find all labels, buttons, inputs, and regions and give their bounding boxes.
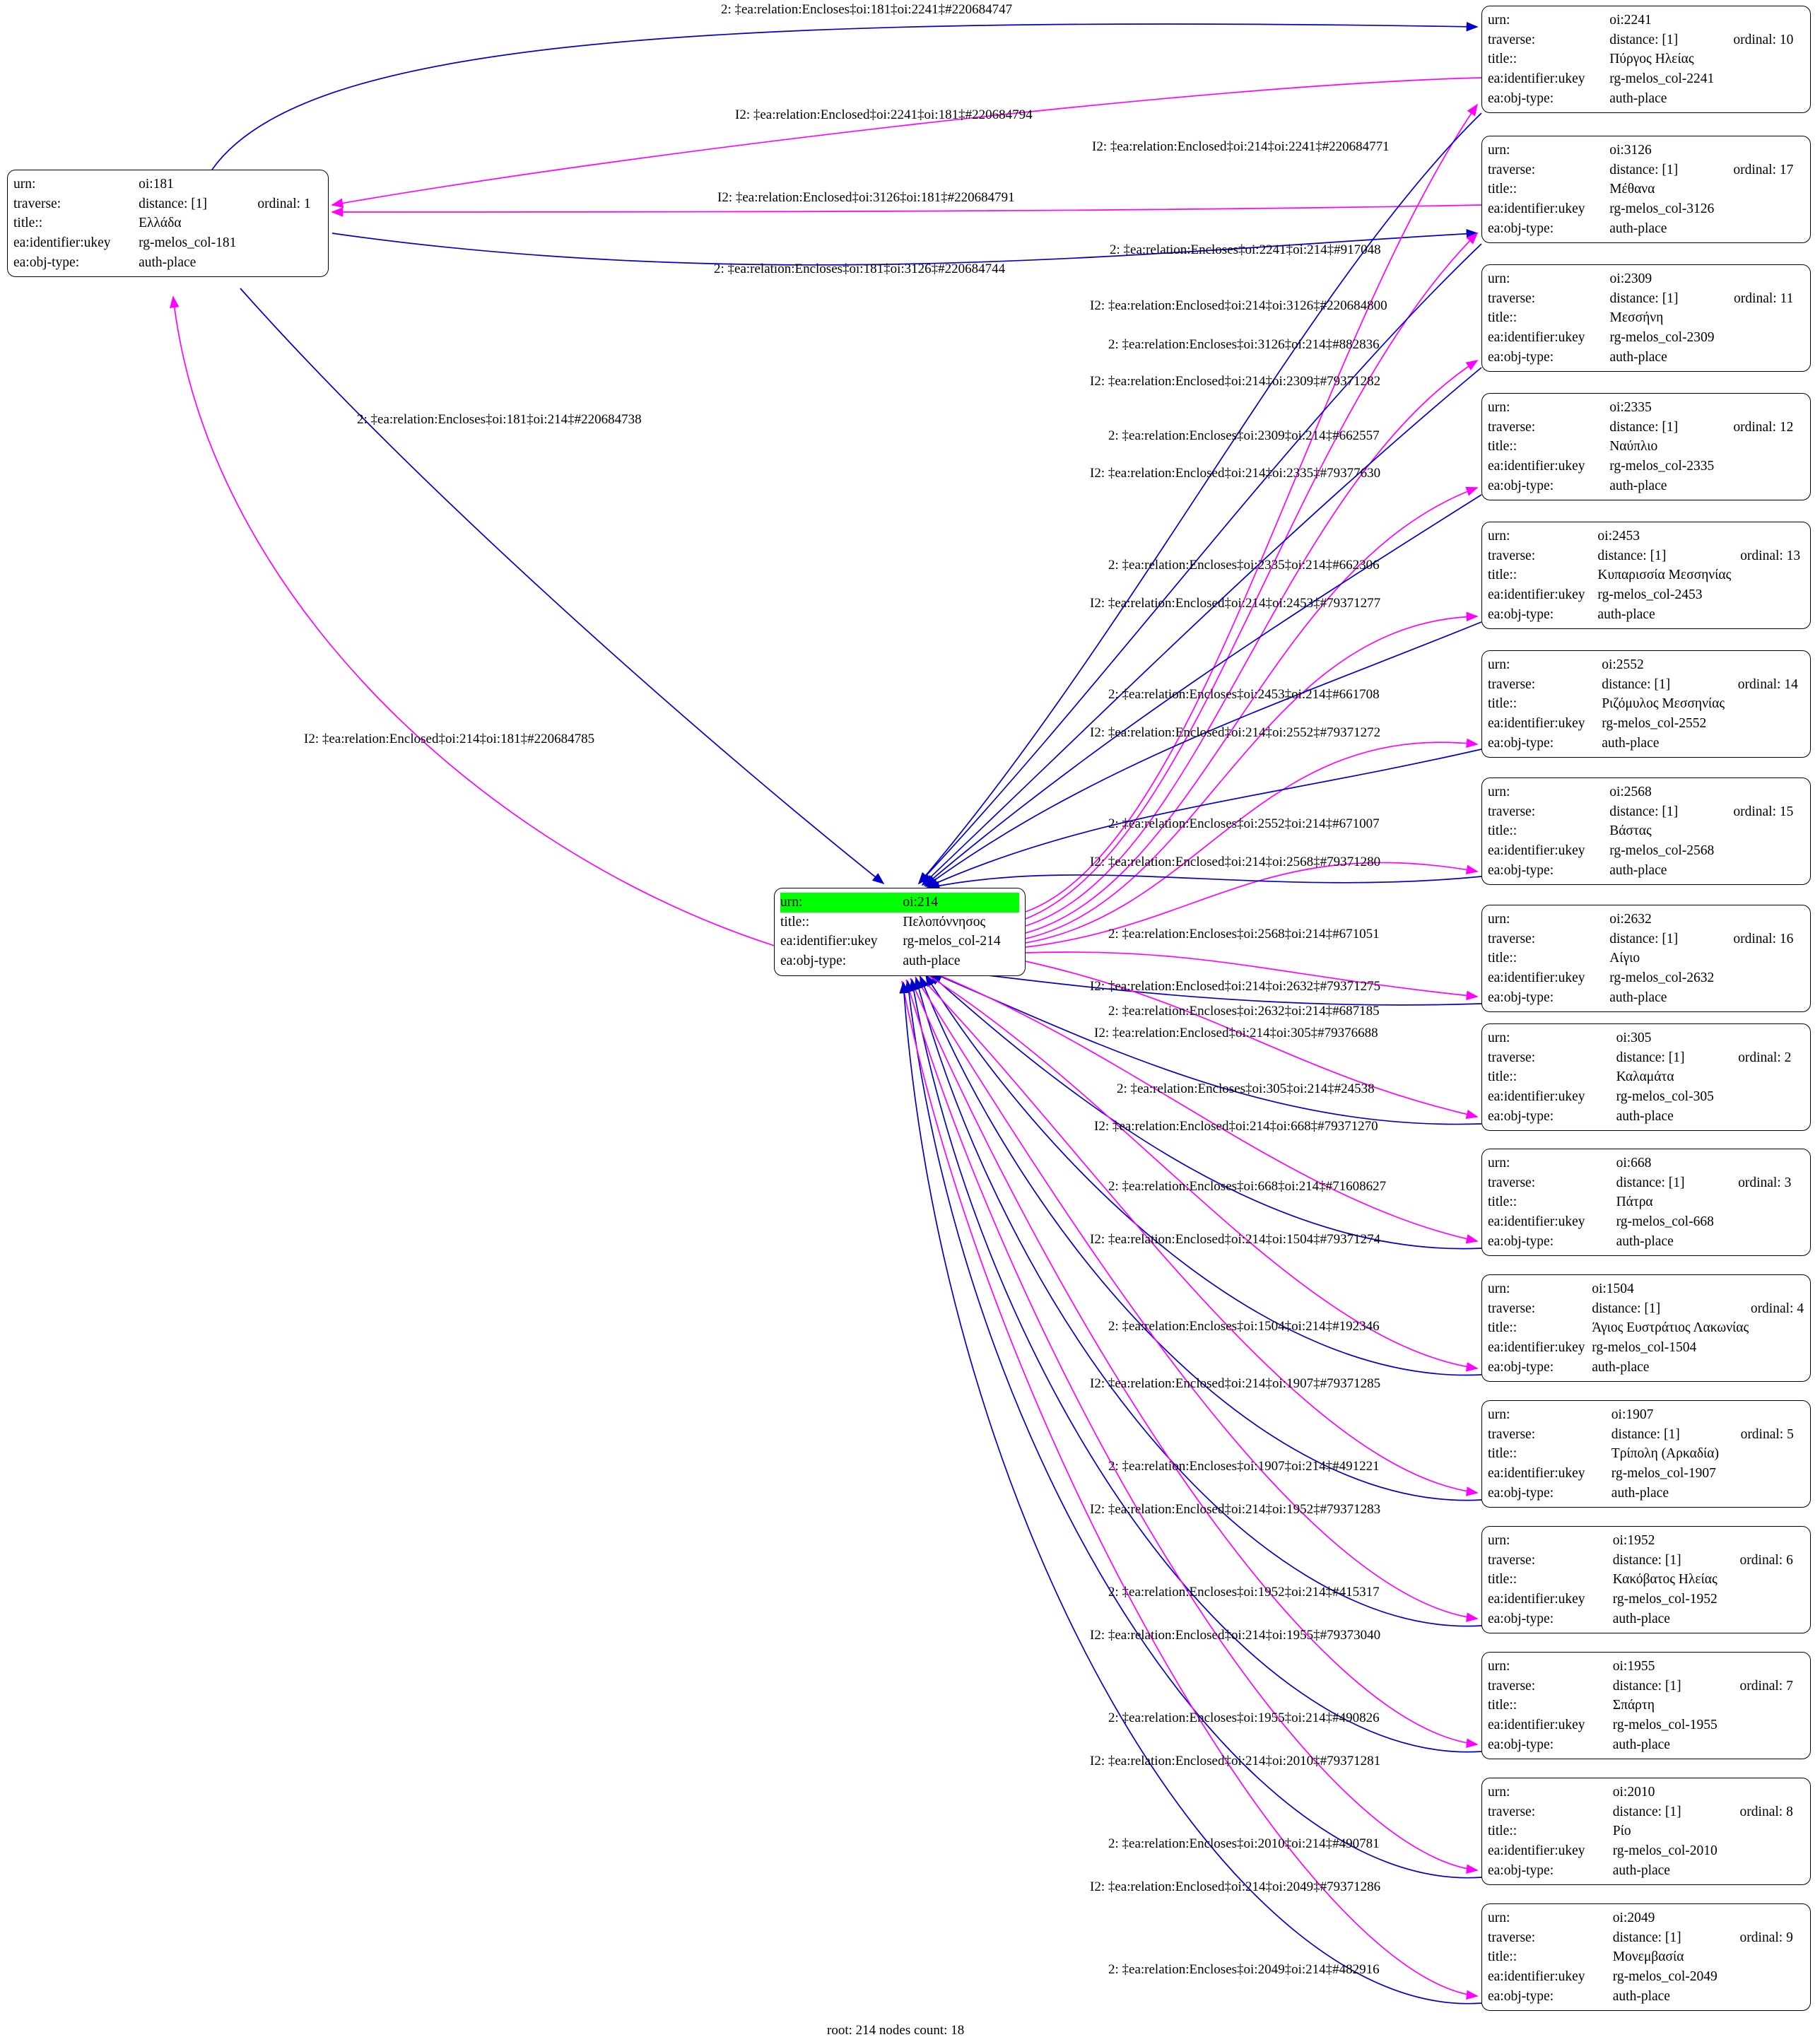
- node-field-label-identifier: ea:identifier:ukey: [1488, 1214, 1585, 1230]
- edge-label: 2: ‡ea:relation:Encloses‡oi:1952‡oi:214‡#415317: [1108, 1585, 1380, 1600]
- node-objtype: auth-place: [1609, 990, 1667, 1005]
- edge-label: I2: ‡ea:relation:Enclosed‡oi:214‡oi:181‡#220684785: [304, 732, 595, 746]
- edge-label: I2: ‡ea:relation:Enclosed‡oi:214‡oi:2453‡#79371277: [1090, 596, 1381, 611]
- node-field-label-identifier: ea:identifier:ukey: [1488, 459, 1585, 474]
- node-traverse: distance: [1]: [1612, 1552, 1681, 1568]
- node-field-label-traverse: traverse:: [1488, 1301, 1536, 1316]
- node-title: Κακόβατος Ηλείας: [1612, 1572, 1718, 1588]
- node-urn: oi:2309: [1609, 271, 1652, 286]
- node-title: Ριζόμυλος Μεσσηνίας: [1602, 696, 1725, 712]
- node-field-label-objtype: ea:obj-type:: [780, 953, 847, 969]
- node-field-label-title: title::: [1488, 568, 1517, 583]
- node-urn: oi:3126: [1609, 143, 1652, 158]
- edge-label: I2: ‡ea:relation:Enclosed‡oi:214‡oi:1955‡#79373040: [1090, 1628, 1381, 1643]
- node-field-label-identifier: ea:identifier:ukey: [780, 934, 878, 949]
- node-field-label-title: title::: [1488, 951, 1517, 966]
- node-traverse: distance: [1]: [1611, 1426, 1680, 1442]
- node-objtype: auth-place: [1609, 349, 1667, 365]
- node-ordinal: ordinal: 10: [1733, 32, 1794, 47]
- edge-label: I2: ‡ea:relation:Enclosed‡oi:214‡oi:1907‡#79371285: [1090, 1376, 1381, 1391]
- node-ordinal: ordinal: 7: [1739, 1678, 1793, 1694]
- node-title: Άγιος Ευστράτιος Λακωνίας: [1592, 1320, 1749, 1336]
- node-field-label-traverse: traverse:: [1488, 162, 1536, 177]
- node-urn: oi:2010: [1612, 1785, 1655, 1800]
- node-field-label-objtype: ea:obj-type:: [1488, 862, 1554, 878]
- node-title: Κυπαρισσία Μεσσηνίας: [1597, 568, 1732, 583]
- node-field-label-objtype: ea:obj-type:: [1488, 735, 1554, 751]
- node-objtype: auth-place: [1597, 606, 1655, 622]
- node-ordinal: ordinal: 4: [1750, 1301, 1804, 1316]
- edge-label: 2: ‡ea:relation:Encloses‡oi:2552‡oi:214‡#671007: [1108, 816, 1380, 831]
- node-identifier: rg-melos_col-3126: [1609, 201, 1715, 217]
- node-urn: oi:2552: [1602, 657, 1644, 672]
- graph-node[interactable]: [1481, 393, 1811, 500]
- node-field-label-traverse: traverse:: [13, 196, 61, 211]
- node-identifier: rg-melos_col-2335: [1609, 459, 1715, 474]
- graph-node[interactable]: [1481, 264, 1811, 372]
- node-field-label-urn: urn:: [1488, 1659, 1510, 1674]
- edge-label: I2: ‡ea:relation:Enclosed‡oi:214‡oi:2552‡#79371272: [1090, 725, 1381, 740]
- node-urn: oi:668: [1616, 1156, 1652, 1170]
- node-field-label-title: title::: [1488, 696, 1517, 712]
- node-field-label-title: title::: [1488, 1446, 1517, 1462]
- node-urn: oi:1952: [1612, 1533, 1655, 1548]
- node-field-label-urn: urn:: [1488, 13, 1510, 28]
- node-field-label-urn: urn:: [1488, 400, 1510, 415]
- node-traverse: distance: [1]: [1597, 548, 1667, 563]
- edge-label: 2: ‡ea:relation:Encloses‡oi:2241‡oi:214‡#917048: [1110, 242, 1381, 257]
- node-traverse: distance: [1]: [1602, 676, 1671, 692]
- node-title: Τρίπολη (Αρκαδία): [1611, 1446, 1719, 1462]
- node-field-label-identifier: ea:identifier:ukey: [1488, 1089, 1585, 1105]
- node-identifier: rg-melos_col-181: [139, 235, 237, 251]
- node-field-label-urn: urn:: [1488, 785, 1510, 799]
- node-objtype: auth-place: [1609, 221, 1667, 236]
- edge-label: 2: ‡ea:relation:Encloses‡oi:1504‡oi:214‡#192346: [1108, 1319, 1380, 1334]
- graph-node[interactable]: [1481, 1274, 1811, 1382]
- node-identifier: rg-melos_col-2309: [1609, 330, 1715, 346]
- graph-node[interactable]: [1481, 905, 1811, 1012]
- node-field-label-identifier: ea:identifier:ukey: [1488, 1718, 1585, 1733]
- node-field-label-title: title::: [1488, 1195, 1517, 1210]
- edge-label: I2: ‡ea:relation:Enclosed‡oi:214‡oi:1504‡#79371274: [1090, 1232, 1381, 1247]
- edge-label: 2: ‡ea:relation:Encloses‡oi:2049‡oi:214‡#482916: [1108, 1962, 1380, 1977]
- node-objtype: auth-place: [139, 254, 196, 270]
- node-field-label-urn: urn:: [1488, 912, 1510, 927]
- node-title: Αίγιο: [1609, 951, 1640, 966]
- node-urn: oi:181: [139, 177, 174, 192]
- node-traverse: distance: [1]: [1609, 931, 1679, 946]
- node-urn: oi:2241: [1609, 13, 1652, 28]
- node-field-label-identifier: ea:identifier:ukey: [1488, 330, 1585, 346]
- edge-label: I2: ‡ea:relation:Enclosed‡oi:214‡oi:668‡#79371270: [1094, 1119, 1378, 1134]
- node-field-label-traverse: traverse:: [1488, 1678, 1536, 1694]
- node-field-label-objtype: ea:obj-type:: [1488, 1233, 1554, 1249]
- node-field-label-objtype: ea:obj-type:: [1488, 990, 1554, 1005]
- node-title: Πύργος Ηλείας: [1609, 52, 1694, 67]
- node-traverse: distance: [1]: [1609, 419, 1679, 435]
- node-identifier: rg-melos_col-1907: [1611, 1466, 1716, 1481]
- node-identifier: rg-melos_col-2453: [1597, 587, 1703, 603]
- node-title: Πελοπόννησος: [903, 914, 986, 929]
- edge-label: 2: ‡ea:relation:Encloses‡oi:181‡oi:2241‡#220684747: [721, 2, 1013, 17]
- node-field-label-urn: urn:: [1488, 1911, 1510, 1925]
- node-objtype: auth-place: [1602, 735, 1660, 751]
- node-traverse: distance: [1]: [1612, 1804, 1681, 1819]
- node-field-label-traverse: traverse:: [1488, 419, 1536, 435]
- node-traverse: distance: [1]: [1612, 1678, 1681, 1694]
- node-objtype: auth-place: [1609, 90, 1667, 106]
- node-field-label-traverse: traverse:: [1488, 548, 1536, 563]
- graph-node[interactable]: [1481, 650, 1811, 758]
- edge-label: I2: ‡ea:relation:Enclosed‡oi:214‡oi:2049‡#79371286: [1090, 1879, 1381, 1894]
- node-field-label-identifier: ea:identifier:ukey: [13, 235, 111, 251]
- node-field-label-objtype: ea:obj-type:: [1488, 1611, 1554, 1626]
- node-title: Μεσσήνη: [1609, 310, 1664, 326]
- node-ordinal: ordinal: 13: [1740, 548, 1801, 563]
- node-identifier: rg-melos_col-214: [903, 934, 1001, 949]
- node-traverse: distance: [1]: [1609, 291, 1679, 306]
- node-identifier: rg-melos_col-668: [1616, 1214, 1714, 1230]
- node-objtype: auth-place: [903, 953, 961, 969]
- node-field-label-urn: urn:: [1488, 271, 1510, 286]
- node-field-label-identifier: ea:identifier:ukey: [1488, 1843, 1585, 1859]
- node-field-label-objtype: ea:obj-type:: [1488, 606, 1554, 622]
- graph-node[interactable]: [1481, 522, 1811, 629]
- node-urn: oi:2453: [1597, 529, 1640, 544]
- node-objtype: auth-place: [1592, 1359, 1650, 1375]
- graph-node[interactable]: [1481, 1149, 1811, 1256]
- edge-label: I2: ‡ea:relation:Enclosed‡oi:214‡oi:2241‡#220684771: [1092, 139, 1390, 154]
- node-ordinal: ordinal: 2: [1738, 1050, 1792, 1065]
- node-traverse: distance: [1]: [1616, 1050, 1685, 1065]
- node-ordinal: ordinal: 1: [257, 196, 311, 211]
- edge-label: 2: ‡ea:relation:Encloses‡oi:1955‡oi:214‡#490826: [1108, 1711, 1380, 1725]
- graph-node[interactable]: [1481, 1903, 1811, 2011]
- node-field-label-identifier: ea:identifier:ukey: [1488, 1969, 1585, 1985]
- node-field-label-objtype: ea:obj-type:: [1488, 221, 1554, 236]
- node-field-label-traverse: traverse:: [1488, 1804, 1536, 1819]
- node-field-label-title: title::: [1488, 1949, 1517, 1965]
- edge-label: 2: ‡ea:relation:Encloses‡oi:3126‡oi:214‡#882836: [1108, 337, 1380, 352]
- edge-label: I2: ‡ea:relation:Enclosed‡oi:214‡oi:2568‡#79371280: [1090, 855, 1381, 869]
- node-field-label-urn: urn:: [1488, 1281, 1510, 1296]
- node-identifier: rg-melos_col-2568: [1609, 843, 1715, 859]
- node-field-label-title: title::: [1488, 823, 1517, 839]
- graph-node-selected[interactable]: [774, 888, 1026, 976]
- graph-node[interactable]: [1481, 6, 1811, 113]
- node-title: Ελλάδα: [139, 216, 182, 231]
- node-ordinal: ordinal: 12: [1733, 419, 1794, 435]
- node-field-label-objtype: ea:obj-type:: [1488, 349, 1554, 365]
- node-ordinal: ordinal: 8: [1739, 1804, 1793, 1819]
- node-identifier: rg-melos_col-2049: [1612, 1969, 1718, 1985]
- node-traverse: distance: [1]: [1592, 1301, 1661, 1316]
- node-identifier: rg-melos_col-2552: [1602, 716, 1707, 732]
- node-ordinal: ordinal: 3: [1738, 1175, 1792, 1190]
- node-field-label-objtype: ea:obj-type:: [1488, 1485, 1554, 1501]
- node-field-label-urn: urn:: [1488, 1785, 1510, 1800]
- node-urn: oi:1504: [1592, 1281, 1634, 1296]
- node-field-label-urn: urn:: [1488, 657, 1510, 672]
- graph-node[interactable]: [7, 170, 329, 277]
- node-objtype: auth-place: [1616, 1233, 1674, 1249]
- node-field-label-title: title::: [1488, 310, 1517, 326]
- node-identifier: rg-melos_col-1504: [1592, 1340, 1697, 1356]
- node-urn: oi:1955: [1612, 1659, 1655, 1674]
- node-ordinal: ordinal: 14: [1737, 676, 1798, 692]
- edge-label: I2: ‡ea:relation:Enclosed‡oi:214‡oi:305‡#79376688: [1094, 1026, 1378, 1040]
- node-ordinal: ordinal: 6: [1739, 1552, 1793, 1568]
- edge-label: 2: ‡ea:relation:Encloses‡oi:2335‡oi:214‡#662306: [1108, 558, 1380, 573]
- node-field-label-title: title::: [1488, 52, 1517, 67]
- node-urn: oi:305: [1616, 1031, 1652, 1045]
- node-field-label-identifier: ea:identifier:ukey: [1488, 1466, 1585, 1481]
- node-field-label-traverse: traverse:: [1488, 32, 1536, 47]
- node-identifier: rg-melos_col-2632: [1609, 970, 1715, 986]
- node-field-label-objtype: ea:obj-type:: [1488, 1359, 1554, 1375]
- node-field-label-title: title::: [780, 914, 810, 929]
- node-field-label-identifier: ea:identifier:ukey: [1488, 716, 1585, 732]
- node-ordinal: ordinal: 5: [1740, 1426, 1794, 1442]
- edge-label: I2: ‡ea:relation:Enclosed‡oi:214‡oi:1952‡#79371283: [1090, 1502, 1381, 1517]
- node-field-label-urn: urn:: [1488, 1533, 1510, 1548]
- node-field-label-objtype: ea:obj-type:: [1488, 478, 1554, 493]
- node-field-label-objtype: ea:obj-type:: [1488, 90, 1554, 106]
- node-urn: oi:2335: [1609, 400, 1652, 415]
- graph-node[interactable]: [1481, 1652, 1811, 1759]
- graph-node[interactable]: [1481, 1778, 1811, 1885]
- node-urn: oi:2632: [1609, 912, 1652, 927]
- node-traverse: distance: [1]: [1609, 162, 1679, 177]
- edge-label: 2: ‡ea:relation:Encloses‡oi:1907‡oi:214‡#491221: [1108, 1459, 1380, 1474]
- node-field-label-urn: urn:: [13, 177, 36, 192]
- node-field-label-urn: urn:: [1488, 1031, 1510, 1045]
- node-field-label-traverse: traverse:: [1488, 1175, 1536, 1190]
- edge-label: I2: ‡ea:relation:Enclosed‡oi:214‡oi:2010‡#79371281: [1090, 1754, 1381, 1768]
- node-ordinal: ordinal: 16: [1733, 931, 1794, 946]
- node-field-label-identifier: ea:identifier:ukey: [1488, 970, 1585, 986]
- graph-node[interactable]: [1481, 1023, 1811, 1131]
- node-identifier: rg-melos_col-1955: [1612, 1718, 1718, 1733]
- node-field-label-traverse: traverse:: [1488, 676, 1536, 692]
- node-field-label-urn: urn:: [1488, 1156, 1510, 1170]
- node-objtype: auth-place: [1612, 1737, 1670, 1752]
- node-title: Βάστας: [1609, 823, 1652, 839]
- node-field-label-identifier: ea:identifier:ukey: [1488, 843, 1585, 859]
- node-field-label-traverse: traverse:: [1488, 931, 1536, 946]
- node-field-label-traverse: traverse:: [1488, 1930, 1536, 1945]
- node-title: Ναύπλιο: [1609, 439, 1658, 454]
- node-traverse: distance: [1]: [1612, 1930, 1681, 1945]
- edge-label: 2: ‡ea:relation:Encloses‡oi:2010‡oi:214‡#490781: [1108, 1836, 1380, 1851]
- edge-label: I2: ‡ea:relation:Enclosed‡oi:214‡oi:3126‡#220684800: [1090, 298, 1387, 313]
- node-field-label-objtype: ea:obj-type:: [1488, 1737, 1554, 1752]
- node-objtype: auth-place: [1612, 1862, 1670, 1878]
- node-field-label-title: title::: [1488, 1320, 1517, 1336]
- node-traverse: distance: [1]: [1616, 1175, 1685, 1190]
- node-field-label-traverse: traverse:: [1488, 291, 1536, 306]
- node-ordinal: ordinal: 17: [1733, 162, 1794, 177]
- node-objtype: auth-place: [1612, 1988, 1670, 2004]
- node-identifier: rg-melos_col-2241: [1609, 71, 1715, 87]
- edge-label: I2: ‡ea:relation:Enclosed‡oi:214‡oi:2335‡#79377630: [1090, 466, 1381, 481]
- node-field-label-objtype: ea:obj-type:: [1488, 1988, 1554, 2004]
- node-field-label-traverse: traverse:: [1488, 1552, 1536, 1568]
- node-field-label-urn: urn:: [780, 893, 903, 913]
- node-field-label-urn: urn:: [1488, 1407, 1510, 1422]
- node-field-label-traverse: traverse:: [1488, 804, 1536, 819]
- node-field-label-identifier: ea:identifier:ukey: [1488, 1340, 1585, 1356]
- graph-node[interactable]: [1481, 136, 1811, 243]
- node-title: Μονεμβασία: [1612, 1949, 1684, 1965]
- node-urn: oi:1907: [1611, 1407, 1654, 1422]
- edge-label: 2: ‡ea:relation:Encloses‡oi:2568‡oi:214‡#671051: [1108, 927, 1380, 941]
- node-identifier: rg-melos_col-2010: [1612, 1843, 1718, 1859]
- node-field-label-objtype: ea:obj-type:: [13, 254, 80, 270]
- edge-label: I2: ‡ea:relation:Enclosed‡oi:2241‡oi:181‡#220684794: [735, 107, 1033, 122]
- node-field-label-traverse: traverse:: [1488, 1050, 1536, 1065]
- node-field-label-identifier: ea:identifier:ukey: [1488, 1592, 1585, 1607]
- node-traverse: distance: [1]: [1609, 804, 1679, 819]
- node-title: Ρίο: [1612, 1824, 1631, 1839]
- node-traverse: distance: [1]: [1609, 32, 1679, 47]
- edge-label: I2: ‡ea:relation:Enclosed‡oi:214‡oi:2632‡#79371275: [1090, 979, 1381, 994]
- node-field-label-title: title::: [1488, 1698, 1517, 1713]
- node-title: Πάτρα: [1616, 1195, 1653, 1210]
- node-field-label-title: title::: [13, 216, 43, 231]
- node-identifier: rg-melos_col-1952: [1612, 1592, 1718, 1607]
- node-ordinal: ordinal: 15: [1733, 804, 1794, 819]
- node-field-label-urn: urn:: [1488, 529, 1510, 544]
- node-field-label-title: title::: [1488, 1824, 1517, 1839]
- node-title: Καλαμάτα: [1616, 1069, 1674, 1085]
- node-objtype: auth-place: [1609, 478, 1667, 493]
- node-objtype: auth-place: [1611, 1485, 1669, 1501]
- graph-caption: root: 214 nodes count: 18: [827, 2023, 965, 2038]
- node-field-label-traverse: traverse:: [1488, 1426, 1536, 1442]
- graph-node[interactable]: [1481, 1400, 1811, 1508]
- node-field-label-urn: urn:: [1488, 143, 1510, 158]
- edge-label: I2: ‡ea:relation:Enclosed‡oi:3126‡oi:181‡#220684791: [717, 190, 1015, 205]
- node-field-label-title: title::: [1488, 1572, 1517, 1588]
- node-traverse: distance: [1]: [139, 196, 208, 211]
- edge-label: 2: ‡ea:relation:Encloses‡oi:2453‡oi:214‡#661708: [1108, 687, 1380, 702]
- edge-label: 2: ‡ea:relation:Encloses‡oi:2632‡oi:214‡#687185: [1108, 1004, 1380, 1019]
- edge-label: 2: ‡ea:relation:Encloses‡oi:181‡oi:3126‡#220684744: [714, 262, 1006, 276]
- node-urn: oi:214: [903, 893, 1019, 913]
- node-objtype: auth-place: [1612, 1611, 1670, 1626]
- node-objtype: auth-place: [1616, 1108, 1674, 1124]
- node-title: Μέθανα: [1609, 182, 1655, 197]
- node-field-label-title: title::: [1488, 439, 1517, 454]
- edge-label: 2: ‡ea:relation:Encloses‡oi:305‡oi:214‡#24538: [1117, 1081, 1375, 1096]
- node-identifier: rg-melos_col-305: [1616, 1089, 1714, 1105]
- node-field-label-identifier: ea:identifier:ukey: [1488, 587, 1585, 603]
- node-objtype: auth-place: [1609, 862, 1667, 878]
- edge-label: 2: ‡ea:relation:Encloses‡oi:668‡oi:214‡#71608627: [1108, 1179, 1387, 1194]
- node-field-label-objtype: ea:obj-type:: [1488, 1108, 1554, 1124]
- node-field-label-title: title::: [1488, 1069, 1517, 1085]
- node-field-label-identifier: ea:identifier:ukey: [1488, 71, 1585, 87]
- graph-node[interactable]: [1481, 778, 1811, 885]
- graph-node[interactable]: [1481, 1526, 1811, 1633]
- edge-label: 2: ‡ea:relation:Encloses‡oi:2309‡oi:214‡#662557: [1108, 428, 1380, 443]
- edge-label: 2: ‡ea:relation:Encloses‡oi:181‡oi:214‡#220684738: [357, 412, 642, 427]
- node-ordinal: ordinal: 9: [1739, 1930, 1793, 1945]
- node-field-label-title: title::: [1488, 182, 1517, 197]
- node-urn: oi:2049: [1612, 1911, 1655, 1925]
- node-title: Σπάρτη: [1612, 1698, 1655, 1713]
- node-field-label-objtype: ea:obj-type:: [1488, 1862, 1554, 1878]
- edge-label: I2: ‡ea:relation:Enclosed‡oi:214‡oi:2309‡#79371282: [1090, 374, 1381, 389]
- node-field-label-identifier: ea:identifier:ukey: [1488, 201, 1585, 217]
- node-ordinal: ordinal: 11: [1734, 291, 1794, 306]
- node-urn: oi:2568: [1609, 785, 1652, 799]
